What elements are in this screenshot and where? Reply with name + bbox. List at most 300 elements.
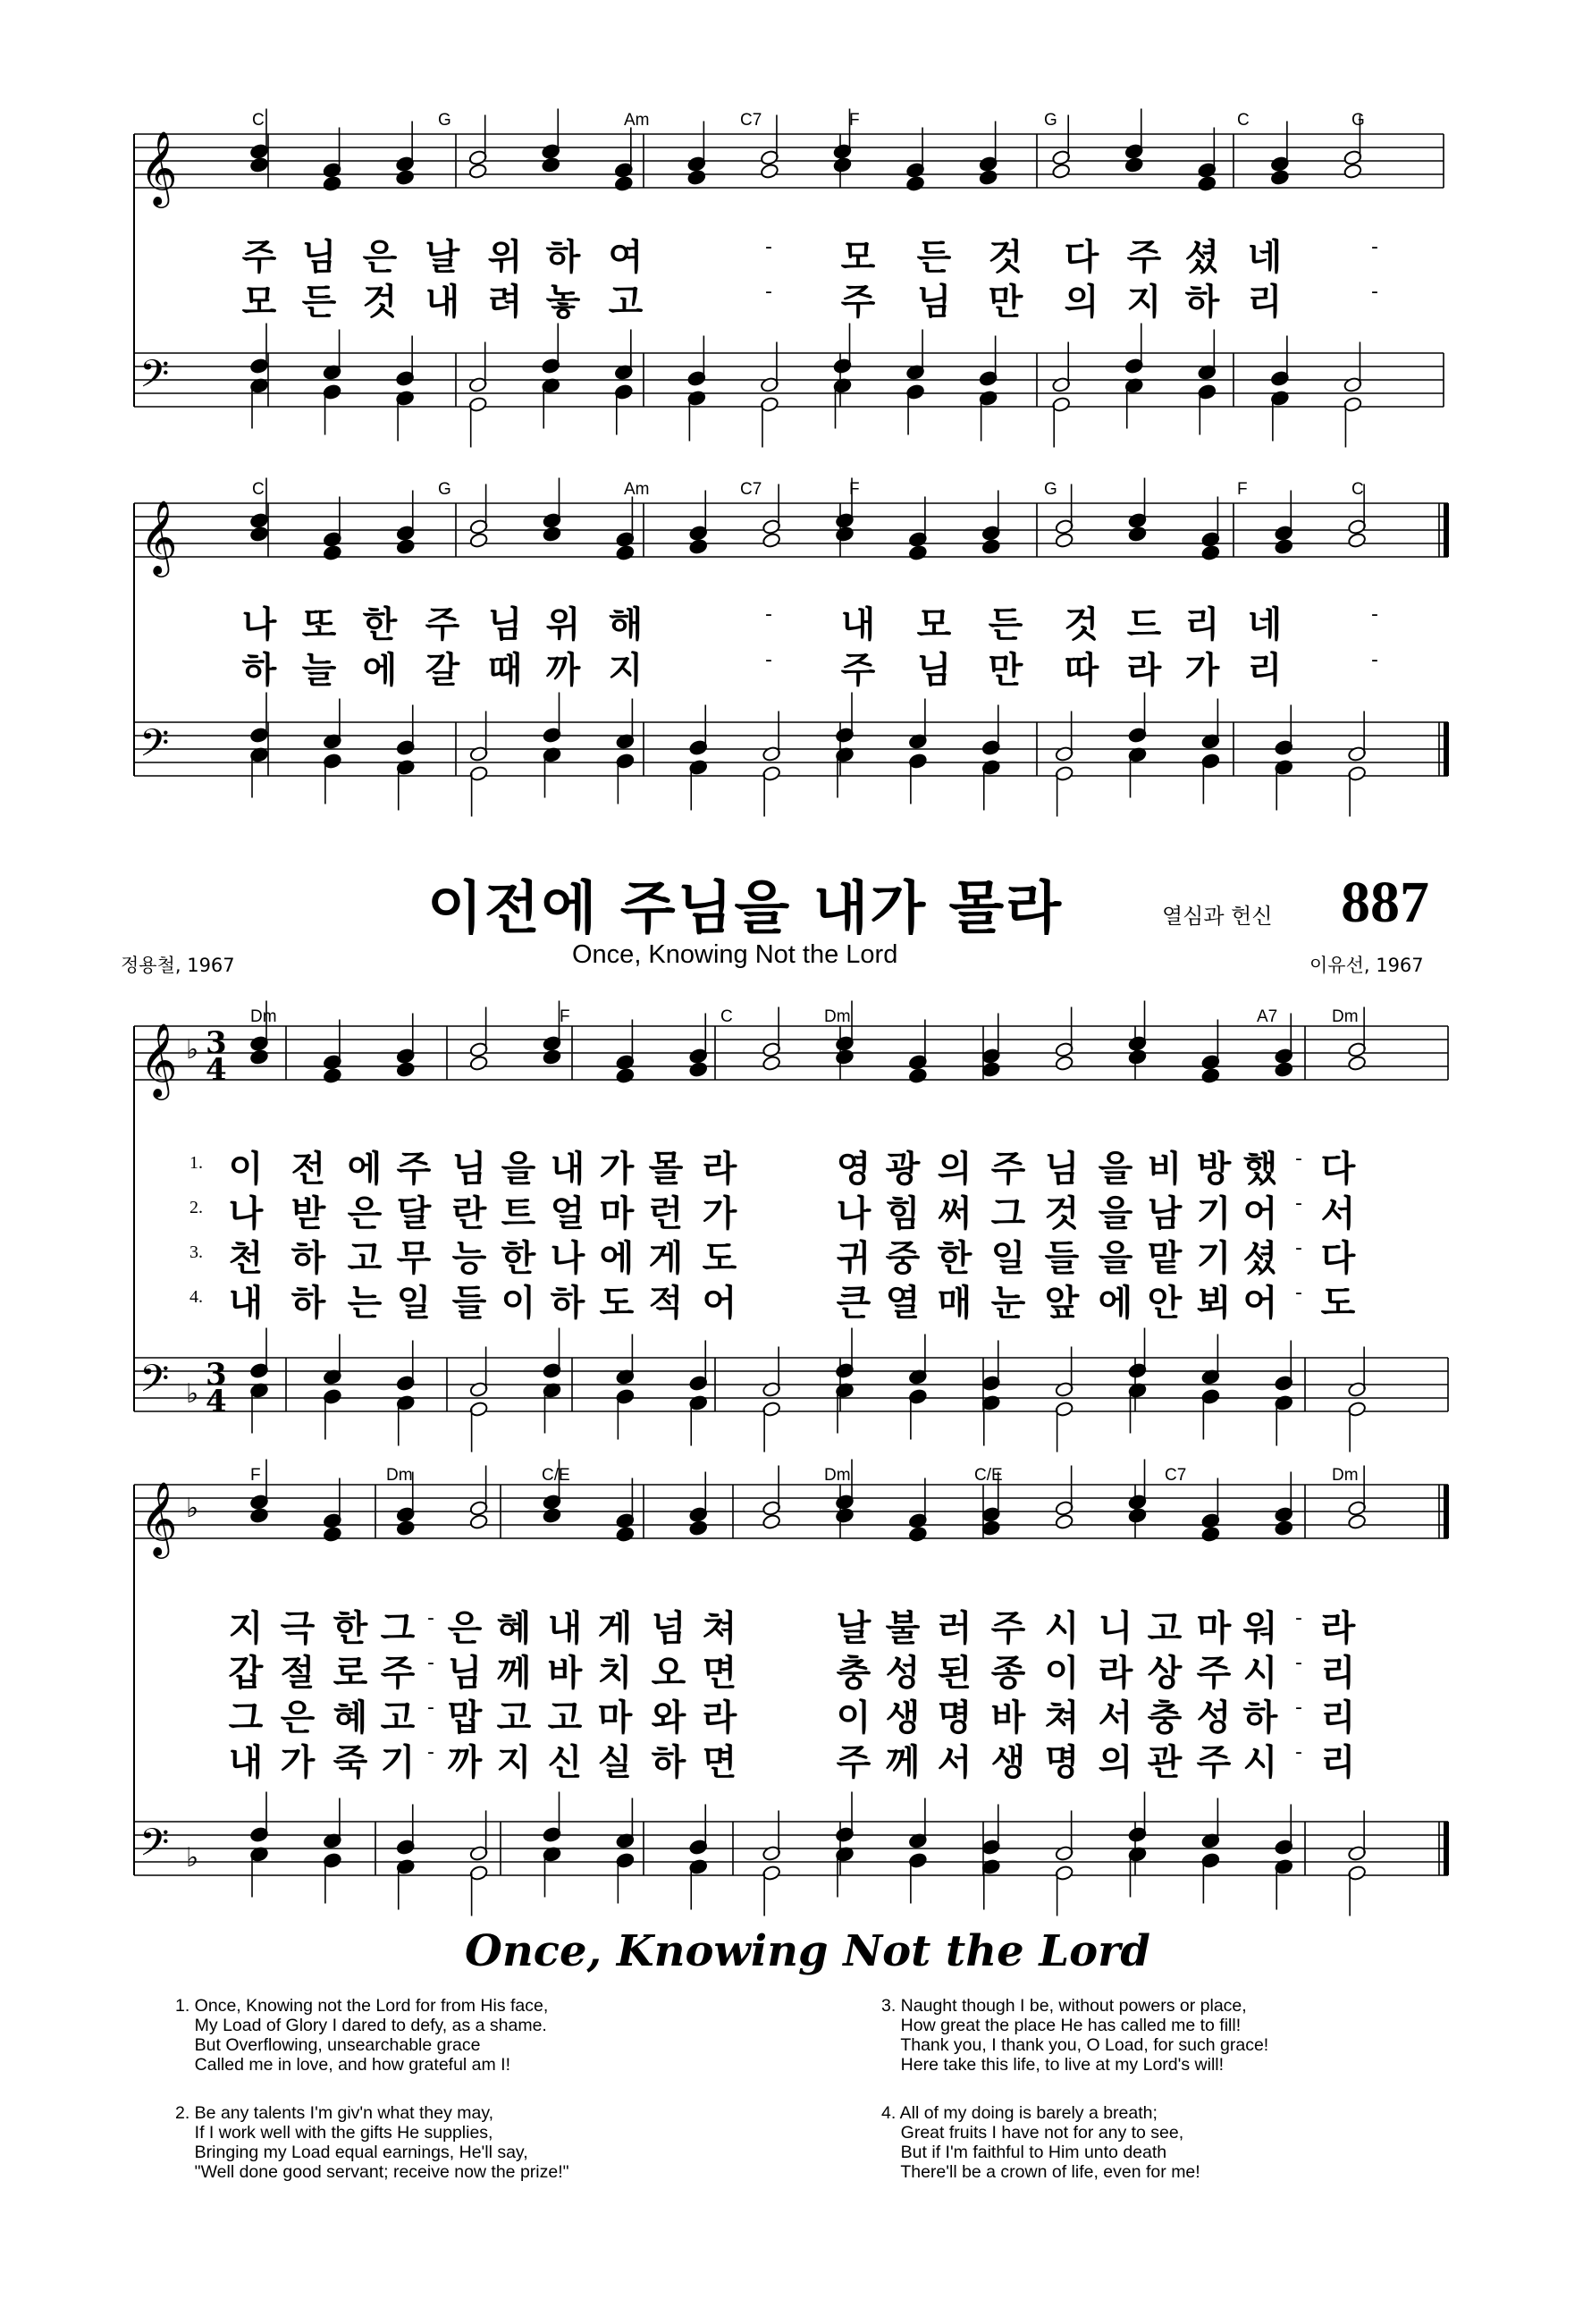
- verse-line: Great fruits I have not for any to see,: [881, 2123, 1184, 2143]
- treble-note-head: [762, 1513, 780, 1529]
- lyric-hyphen: -: [1295, 1652, 1302, 1674]
- lyric-syllable: 든: [988, 604, 1023, 645]
- lyric-syllable: 께: [885, 1742, 921, 1783]
- verse-line: 1. Once, Knowing not the Lord for from His face,: [175, 1996, 549, 2016]
- lyric-syllable: 무: [396, 1238, 432, 1279]
- chord: F: [849, 111, 860, 130]
- lyric-syllable: 님: [447, 1653, 483, 1694]
- lyric-hyphen: -: [1371, 603, 1378, 626]
- treble-note-head: [468, 163, 487, 179]
- lyric-syllable: 내: [550, 1149, 585, 1190]
- lyric-syllable: 날: [836, 1608, 871, 1649]
- chord: C: [252, 111, 265, 130]
- flat-icon: ♭: [186, 1034, 199, 1065]
- lyric-syllable: 리: [1320, 1653, 1356, 1694]
- lyric-syllable: 명: [937, 1697, 973, 1739]
- treble-clef-icon: 𝄞: [139, 1022, 178, 1097]
- lyric-syllable: 도: [1320, 1283, 1356, 1324]
- lyric-syllable: 어: [702, 1283, 737, 1324]
- verse-line: If I work well with the gifts He supplies,: [175, 2123, 493, 2143]
- lyric-syllable: 받: [290, 1193, 326, 1234]
- lyric-syllable: 고: [380, 1697, 416, 1739]
- lyric-syllable: 또: [301, 604, 337, 645]
- lyric-syllable: 어: [1242, 1193, 1278, 1234]
- treble-note-head: [396, 1520, 415, 1536]
- chord: C: [720, 1007, 733, 1026]
- lyric-syllable: 을: [1098, 1149, 1133, 1190]
- lyric-syllable: 라: [1098, 1653, 1133, 1694]
- chord: F: [560, 1007, 570, 1026]
- treble-note-head: [1055, 532, 1074, 548]
- treble-clef-icon: 𝄞: [139, 499, 178, 574]
- lyric-syllable: 때: [487, 650, 523, 691]
- lyric-syllable: 님: [301, 237, 337, 278]
- final-barline-thick: [1444, 1485, 1449, 1538]
- lyric-syllable: 하: [550, 1283, 585, 1324]
- lyric-syllable: 한: [937, 1238, 973, 1279]
- lyric-syllable: 만: [988, 650, 1023, 691]
- lyric-syllable: 리: [1320, 1697, 1356, 1739]
- lyric-syllable: 전: [290, 1149, 326, 1190]
- chord: Dm: [250, 1007, 277, 1026]
- treble-note-head: [616, 1067, 635, 1083]
- lyric-hyphen: -: [765, 236, 772, 258]
- lyric-syllable: 고: [347, 1238, 383, 1279]
- lyricist-credit: 정용철, 1967: [121, 955, 235, 976]
- lyric-syllable: 천: [228, 1238, 264, 1279]
- lyric-syllable: 모: [840, 237, 876, 278]
- lyric-line: [0, 1734, 1583, 1784]
- treble-note-head: [249, 526, 268, 542]
- treble-note-head: [1275, 1061, 1293, 1077]
- lyric-syllable: 을: [501, 1149, 536, 1190]
- lyric-syllable: 도: [599, 1283, 635, 1324]
- verse-line: "Well done good servant; receive now the prize!": [175, 2162, 569, 2182]
- lyric-hyphen: -: [427, 1741, 434, 1764]
- lyric-syllable: 놓: [545, 282, 581, 323]
- lyric-line: [0, 229, 1583, 279]
- lyric-hyphen: -: [765, 649, 772, 671]
- treble-clef-icon: 𝄞: [139, 1480, 178, 1555]
- lyric-syllable: 서: [1320, 1193, 1356, 1234]
- lyric-syllable: 따: [1064, 650, 1099, 691]
- treble-note-head: [469, 532, 488, 548]
- lyric-syllable: 고: [496, 1697, 532, 1739]
- lyric-syllable: 라: [702, 1697, 737, 1739]
- lyric-syllable: 와: [651, 1697, 686, 1739]
- treble-note-head: [396, 538, 415, 554]
- treble-note-head: [1275, 538, 1293, 554]
- lyric-syllable: 그: [228, 1697, 264, 1739]
- lyric-line: [0, 596, 1583, 646]
- lyric-syllable: 든: [301, 282, 337, 323]
- lyric-syllable: 한: [501, 1238, 536, 1279]
- lyric-syllable: 늘: [301, 650, 337, 691]
- lyric-syllable: 셨: [1184, 237, 1220, 278]
- lyric-syllable: 고: [1147, 1608, 1183, 1649]
- lyric-syllable: 고: [608, 282, 644, 323]
- time-signature-icon: 3: [206, 1357, 227, 1393]
- treble-note-head: [908, 544, 927, 560]
- lyric-syllable: 성: [885, 1653, 921, 1694]
- treble-note-head: [1201, 1067, 1220, 1083]
- english-verse-4: [881, 2103, 1200, 2182]
- lyric-syllable: 상: [1147, 1653, 1183, 1694]
- lyric-syllable: 이: [836, 1697, 871, 1739]
- treble-note-head: [689, 1061, 708, 1077]
- chord: G: [1044, 111, 1057, 130]
- verse-line: 4. All of my doing is barely a breath;: [881, 2103, 1158, 2123]
- lyric-syllable: 쳐: [702, 1608, 737, 1649]
- final-barline-thick: [1444, 722, 1449, 776]
- lyric-syllable: 하: [290, 1238, 326, 1279]
- lyric-syllable: 도: [702, 1238, 737, 1279]
- lyric-syllable: 트: [501, 1193, 536, 1234]
- chord: C/E: [974, 1466, 1003, 1485]
- lyric-syllable: 기: [380, 1742, 416, 1783]
- lyric-syllable: 신: [547, 1742, 583, 1783]
- lyric-line: [0, 1141, 1583, 1191]
- lyric-syllable: 위: [487, 237, 523, 278]
- lyric-syllable: 런: [648, 1193, 684, 1234]
- lyric-syllable: 은: [347, 1193, 383, 1234]
- lyric-syllable: 을: [1098, 1193, 1133, 1234]
- treble-note-head: [762, 1055, 780, 1071]
- lyric-syllable: 네: [1247, 237, 1283, 278]
- lyric-syllable: 맙: [447, 1697, 483, 1739]
- lyric-syllable: 실: [597, 1742, 633, 1783]
- time-signature-icon: 4: [206, 1384, 227, 1419]
- lyric-hyphen: -: [1295, 1192, 1302, 1215]
- lyric-syllable: 라: [1320, 1608, 1356, 1649]
- lyric-syllable: 죽: [333, 1742, 368, 1783]
- lyric-syllable: 주: [396, 1149, 432, 1190]
- lyric-syllable: 내: [840, 604, 876, 645]
- lyric-syllable: 앞: [1044, 1283, 1080, 1324]
- treble-note-head: [762, 532, 780, 548]
- treble-note-head: [1128, 1507, 1147, 1523]
- lyric-syllable: 시: [1044, 1608, 1080, 1649]
- lyric-syllable: 이: [1044, 1653, 1080, 1694]
- english-verse-1: [175, 1996, 548, 2075]
- lyric-syllable: 지: [496, 1742, 532, 1783]
- lyric-syllable: 쳐: [1044, 1697, 1080, 1739]
- treble-note-head: [1347, 532, 1366, 548]
- lyric-syllable: 주: [1196, 1653, 1232, 1694]
- lyric-syllable: 귀: [836, 1238, 871, 1279]
- lyric-syllable: 갑: [228, 1653, 264, 1694]
- lyric-syllable: 나: [550, 1238, 585, 1279]
- lyric-syllable: 극: [280, 1608, 316, 1649]
- lyric-hyphen: -: [1295, 1697, 1302, 1719]
- lyric-syllable: 비: [1147, 1149, 1183, 1190]
- lyric-syllable: 서: [937, 1742, 973, 1783]
- lyric-hyphen: -: [1371, 236, 1378, 258]
- lyric-syllable: 하: [1184, 282, 1220, 323]
- lyric-syllable: 방: [1196, 1149, 1232, 1190]
- treble-note-head: [687, 169, 706, 185]
- verse-line: 2. Be any talents I'm giv'n what they may,: [175, 2103, 494, 2123]
- lyric-syllable: 하: [545, 237, 581, 278]
- treble-note-head: [543, 1048, 561, 1065]
- lyric-syllable: 주: [425, 604, 460, 645]
- lyric-syllable: 지: [608, 650, 644, 691]
- lyric-hyphen: -: [1295, 1741, 1302, 1764]
- lyric-syllable: 여: [608, 237, 644, 278]
- lyric-syllable: 가: [280, 1742, 316, 1783]
- verse-line: But if I'm faithful to Him unto death: [881, 2143, 1167, 2162]
- lyric-syllable: 드: [1126, 604, 1162, 645]
- lyric-line: [0, 1230, 1583, 1280]
- chord: C/E: [542, 1466, 570, 1485]
- lyric-syllable: 생: [990, 1742, 1026, 1783]
- lyric-syllable: 는: [347, 1283, 383, 1324]
- lyric-syllable: 한: [362, 604, 398, 645]
- lyric-syllable: 지: [228, 1608, 264, 1649]
- lyric-syllable: 다: [1320, 1149, 1356, 1190]
- treble-note-head: [616, 1526, 635, 1542]
- lyric-syllable: 광: [885, 1149, 921, 1190]
- verse-number: 3.: [189, 1242, 203, 1262]
- chord: Dm: [1332, 1466, 1359, 1485]
- lyric-syllable: 것: [1064, 604, 1099, 645]
- lyric-syllable: 치: [597, 1653, 633, 1694]
- treble-note-head: [760, 163, 779, 179]
- treble-note-head: [469, 1513, 488, 1529]
- treble-note-head: [981, 1520, 1000, 1536]
- chord: C7: [740, 480, 762, 499]
- chord: C: [1237, 111, 1250, 130]
- lyric-syllable: 가: [599, 1149, 635, 1190]
- lyric-syllable: 나: [228, 1193, 264, 1234]
- lyric-syllable: 내: [425, 282, 460, 323]
- chord: Am: [624, 480, 650, 499]
- lyric-syllable: 오: [651, 1653, 686, 1694]
- lyric-syllable: 주: [990, 1608, 1026, 1649]
- treble-note-head: [323, 1526, 341, 1542]
- lyric-syllable: 내: [228, 1283, 264, 1324]
- lyric-syllable: 매: [937, 1283, 973, 1324]
- lyric-syllable: 맡: [1147, 1238, 1183, 1279]
- lyric-syllable: 든: [916, 237, 952, 278]
- lyric-syllable: 워: [1242, 1608, 1278, 1649]
- chord: Dm: [1332, 1007, 1359, 1026]
- lyric-syllable: 에: [599, 1238, 635, 1279]
- lyric-syllable: 가: [1184, 650, 1220, 691]
- treble-note-head: [543, 1507, 561, 1523]
- lyric-syllable: 까: [545, 650, 581, 691]
- chord: G: [1044, 480, 1057, 499]
- chord: C: [1351, 480, 1364, 499]
- treble-note-head: [908, 1526, 927, 1542]
- chord: F: [849, 480, 860, 499]
- treble-note-head: [395, 169, 414, 185]
- lyric-syllable: 충: [1147, 1697, 1183, 1739]
- final-barline-thick: [1444, 1822, 1449, 1875]
- chord: Dm: [824, 1007, 851, 1026]
- lyric-syllable: 님: [916, 650, 952, 691]
- lyric-syllable: 종: [990, 1653, 1026, 1694]
- verse-line: But Overflowing, unsearchable grace: [175, 2035, 481, 2055]
- lyric-syllable: 중: [885, 1238, 921, 1279]
- treble-note-head: [542, 156, 560, 173]
- flat-icon: ♭: [186, 1378, 199, 1410]
- treble-note-head: [908, 1067, 927, 1083]
- lyric-hyphen: -: [1371, 649, 1378, 671]
- chord: G: [438, 111, 451, 130]
- lyric-syllable: 써: [937, 1193, 973, 1234]
- english-verse-2: [175, 2103, 569, 2182]
- lyric-syllable: 된: [937, 1653, 973, 1694]
- lyric-syllable: 충: [836, 1653, 871, 1694]
- lyric-syllable: 이: [228, 1149, 264, 1190]
- lyric-line: [0, 1689, 1583, 1739]
- lyric-syllable: 마: [597, 1697, 633, 1739]
- treble-note-head: [1347, 1513, 1366, 1529]
- chord: C7: [740, 111, 762, 130]
- lyric-syllable: 에: [1098, 1283, 1133, 1324]
- lyric-syllable: 모: [916, 604, 952, 645]
- lyric-syllable: 해: [608, 604, 644, 645]
- lyric-syllable: 한: [333, 1608, 368, 1649]
- lyric-syllable: 은: [447, 1608, 483, 1649]
- lyric-syllable: 까: [447, 1742, 483, 1783]
- chord: Dm: [824, 1466, 851, 1485]
- lyric-syllable: 니: [1098, 1608, 1133, 1649]
- lyric-syllable: 주: [1196, 1742, 1232, 1783]
- lyric-syllable: 을: [1098, 1238, 1133, 1279]
- verse-line: There'll be a crown of life, even for me!: [881, 2162, 1200, 2182]
- chord: C7: [1165, 1466, 1187, 1485]
- hymn-title-korean: 이전에 주님을 내가 몰라: [427, 876, 1064, 942]
- final-barline-thick: [1444, 503, 1449, 557]
- lyric-syllable: 안: [1147, 1283, 1183, 1324]
- lyric-syllable: 리: [1247, 650, 1283, 691]
- lyric-syllable: 로: [333, 1653, 368, 1694]
- lyric-syllable: 의: [1098, 1742, 1133, 1783]
- lyric-syllable: 능: [451, 1238, 487, 1279]
- chord: F: [250, 1466, 261, 1485]
- lyric-syllable: 관: [1147, 1742, 1183, 1783]
- english-verse-3: [881, 1996, 1268, 2075]
- lyric-syllable: 리: [1247, 282, 1283, 323]
- lyric-hyphen: -: [427, 1697, 434, 1719]
- lyric-syllable: 열: [885, 1283, 921, 1324]
- treble-note-head: [1128, 1048, 1147, 1065]
- lyric-syllable: 기: [1196, 1193, 1232, 1234]
- lyric-syllable: 다: [1064, 237, 1099, 278]
- chord: C: [252, 480, 265, 499]
- treble-note-head: [1343, 163, 1362, 179]
- bass-clef-icon: 𝄢: [139, 1357, 170, 1410]
- chord: F: [1237, 480, 1248, 499]
- lyric-syllable: 주: [1126, 237, 1162, 278]
- lyric-syllable: 바: [990, 1697, 1026, 1739]
- lyric-syllable: 은: [362, 237, 398, 278]
- lyric-syllable: 란: [451, 1193, 487, 1234]
- lyric-hyphen: -: [1371, 281, 1378, 303]
- lyric-syllable: 하: [1242, 1697, 1278, 1739]
- lyric-hyphen: -: [427, 1607, 434, 1629]
- lyric-syllable: 불: [885, 1608, 921, 1649]
- lyric-syllable: 절: [280, 1653, 316, 1694]
- lyric-syllable: 바: [547, 1653, 583, 1694]
- lyric-syllable: 남: [1147, 1193, 1183, 1234]
- flat-icon: ♭: [186, 1842, 199, 1874]
- lyric-hyphen: -: [1295, 1607, 1302, 1629]
- lyric-syllable: 생: [885, 1697, 921, 1739]
- lyric-syllable: 마: [1196, 1608, 1232, 1649]
- verse-line: Here take this life, to live at my Lord's will!: [881, 2055, 1225, 2075]
- treble-note-head: [1055, 1513, 1074, 1529]
- lyric-line: [0, 1185, 1583, 1235]
- verse-number: 1.: [189, 1153, 203, 1173]
- treble-note-head: [1201, 544, 1220, 560]
- treble-note-head: [1270, 169, 1289, 185]
- lyric-syllable: 시: [1242, 1653, 1278, 1694]
- treble-clef-icon: 𝄞: [139, 130, 178, 205]
- lyric-syllable: 하: [241, 650, 277, 691]
- lyric-syllable: 내: [547, 1608, 583, 1649]
- lyric-syllable: 나: [241, 604, 277, 645]
- lyric-syllable: 들: [451, 1283, 487, 1324]
- lyric-syllable: 만: [988, 282, 1023, 323]
- verse-line: How great the place He has called me to fill!: [881, 2016, 1242, 2035]
- lyric-syllable: 지: [1126, 282, 1162, 323]
- lyric-syllable: 에: [362, 650, 398, 691]
- lyric-syllable: 마: [599, 1193, 635, 1234]
- hymn-category: 열심과 헌신: [1162, 904, 1273, 929]
- lyric-syllable: 내: [228, 1742, 264, 1783]
- lyric-syllable: 주: [840, 282, 876, 323]
- lyric-syllable: 가: [702, 1193, 737, 1234]
- lyric-line: [0, 1645, 1583, 1695]
- lyric-syllable: 일: [990, 1238, 1026, 1279]
- lyric-hyphen: -: [765, 603, 772, 626]
- lyric-syllable: 하: [290, 1283, 326, 1324]
- treble-note-head: [979, 169, 998, 185]
- treble-note-head: [981, 538, 1000, 554]
- lyric-syllable: 몰: [648, 1149, 684, 1190]
- time-signature-icon: 3: [206, 1025, 227, 1061]
- lyric-syllable: 님: [1044, 1149, 1080, 1190]
- lyric-hyphen: -: [427, 1652, 434, 1674]
- lyric-line: [0, 1275, 1583, 1325]
- treble-note-head: [323, 175, 341, 191]
- lyric-line: [0, 642, 1583, 692]
- treble-note-head: [689, 538, 708, 554]
- lyric-syllable: 려: [487, 282, 523, 323]
- lyric-syllable: 눈: [990, 1283, 1026, 1324]
- lyric-syllable: 게: [597, 1608, 633, 1649]
- lyric-syllable: 나: [836, 1193, 871, 1234]
- verse-line: Thank you, I thank you, O Load, for such grace!: [881, 2035, 1269, 2055]
- lyric-syllable: 명: [1044, 1742, 1080, 1783]
- treble-note-head: [323, 544, 341, 560]
- lyric-syllable: 어: [1242, 1283, 1278, 1324]
- treble-note-head: [249, 156, 268, 173]
- lyric-hyphen: -: [1295, 1237, 1302, 1259]
- treble-note-head: [1201, 1526, 1220, 1542]
- lyric-syllable: 에: [347, 1149, 383, 1190]
- lyric-syllable: 님: [916, 282, 952, 323]
- treble-note-head: [981, 1061, 1000, 1077]
- lyric-line: [0, 274, 1583, 324]
- treble-note-head: [833, 156, 852, 173]
- lyric-syllable: 적: [648, 1283, 684, 1324]
- time-signature-icon: 4: [206, 1052, 227, 1088]
- verse-number: 4.: [189, 1287, 203, 1307]
